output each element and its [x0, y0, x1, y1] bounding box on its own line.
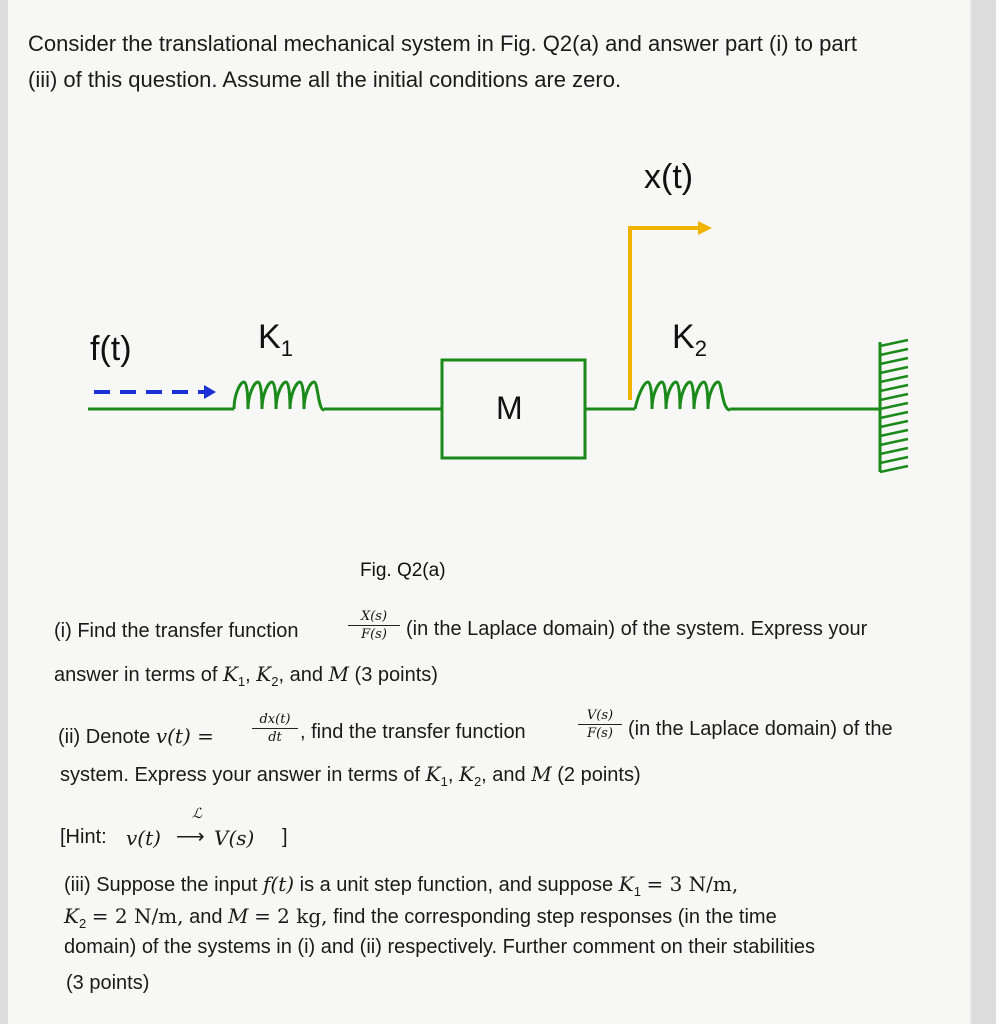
k2-label: [672, 318, 707, 361]
k2-letter: K: [672, 318, 695, 356]
intro-line-2: (iii) of this question. Assume all the initial conditions are zero.: [28, 67, 622, 92]
fraction-denominator: F(s): [361, 627, 387, 642]
input-force-arrow: [94, 385, 216, 399]
part-i-points: (3 points): [354, 664, 438, 686]
m-symbol: M: [531, 762, 552, 786]
and-text: and: [189, 906, 223, 928]
question-sheet: [8, 0, 970, 1024]
intro-line-1: Consider the translational mechanical system in Fig. Q2(a) and answer part (i) to part: [28, 31, 858, 56]
part-ii-fraction: [578, 708, 622, 741]
and-text: , and: [278, 664, 323, 686]
mass-label: M: [496, 390, 523, 426]
part-i-suffix: (in the Laplace domain) of the system. Express your: [406, 618, 868, 640]
v-of-t: v(t) =: [155, 724, 214, 748]
m-symbol: M: [228, 904, 249, 928]
spring-k1: [88, 382, 442, 410]
k1-subscript: 1: [440, 774, 448, 789]
part-ii-suffix: (in the Laplace domain) of the: [628, 718, 893, 740]
k1-subscript: 1: [633, 884, 641, 899]
derivative-numerator: dx(t): [259, 712, 291, 727]
k2-symbol: K: [64, 904, 79, 928]
part-ii-line-1: [58, 724, 214, 749]
derivative-fraction: [252, 712, 298, 745]
k2-subscript: 2: [78, 916, 87, 931]
k1-letter: K: [258, 318, 281, 356]
output-label: x(t): [644, 158, 694, 196]
part-i-prefix: (i) Find the transfer function: [54, 620, 299, 642]
part-ii-prefix: (ii) Denote: [58, 726, 151, 748]
fraction-denominator: F(s): [587, 726, 613, 741]
laplace-operator: ℒ: [192, 806, 203, 822]
k2-value: = 2 N/m,: [91, 904, 184, 928]
derivative-denominator: dt: [268, 730, 282, 745]
hint-lhs: v(t): [126, 826, 161, 850]
hint-arrow: ⟶: [176, 826, 205, 848]
part-iii-line-2-rest: find the corresponding step responses (in the time: [333, 906, 777, 928]
part-i-line-2: answer in terms of $K_1$, $K_2$, and M (3 points): [54, 662, 438, 689]
k1-symbol: K: [618, 872, 634, 896]
output-displacement-arrow: [630, 221, 712, 400]
k1-symbol: K: [425, 762, 441, 786]
figure-drawing: [8, 0, 970, 520]
k1-subscript: 1: [280, 336, 293, 361]
k1-subscript: 1: [237, 674, 246, 689]
k2-symbol: K: [256, 662, 272, 686]
and-text: , and: [481, 764, 526, 786]
part-iii-line-2: [64, 904, 777, 931]
part-ii-line-2: system. Express your answer in terms of $K_1$, $K_2$, and M (2 points): [60, 762, 641, 789]
part-iii-line-1: [64, 872, 738, 899]
part-ii-line-2-text: system. Express your answer in terms of: [60, 764, 421, 786]
part-iii-points: (3 points): [66, 972, 150, 994]
fraction-numerator: V(s): [586, 708, 614, 723]
m-symbol: M: [328, 662, 349, 686]
part-iii-line-3: domain) of the systems in (i) and (ii) respectively. Further comment on their stabilities: [64, 936, 816, 958]
m-value: = 2 kg,: [254, 904, 328, 928]
part-ii-points: (2 points): [557, 764, 641, 786]
part-i-line-2-text: answer in terms of: [54, 664, 218, 686]
f-of-t: f(t): [263, 872, 295, 896]
k2-subscript: 2: [271, 674, 279, 689]
figure-caption: Fig. Q2(a): [360, 560, 446, 581]
part-i-fraction: [348, 609, 400, 642]
hint-open: [Hint:: [60, 826, 107, 848]
fixed-wall: [880, 340, 908, 472]
part-ii-mid: , find the transfer function: [300, 721, 526, 743]
k2-subscript: 2: [694, 336, 707, 361]
k1-symbol: K: [222, 662, 238, 686]
k2-symbol: K: [458, 762, 474, 786]
part-iii-text: is a unit step function, and suppose: [299, 874, 614, 896]
k2-subscript: 2: [473, 774, 482, 789]
fraction-numerator: X(s): [360, 609, 388, 624]
input-label: f(t): [90, 330, 132, 368]
k1-label: [258, 318, 293, 361]
part-iii-intro: (iii) Suppose the input: [64, 874, 258, 896]
hint-close: ]: [282, 826, 288, 848]
k1-value: = 3 N/m,: [646, 872, 739, 896]
hint-rhs: V(s): [214, 826, 255, 850]
